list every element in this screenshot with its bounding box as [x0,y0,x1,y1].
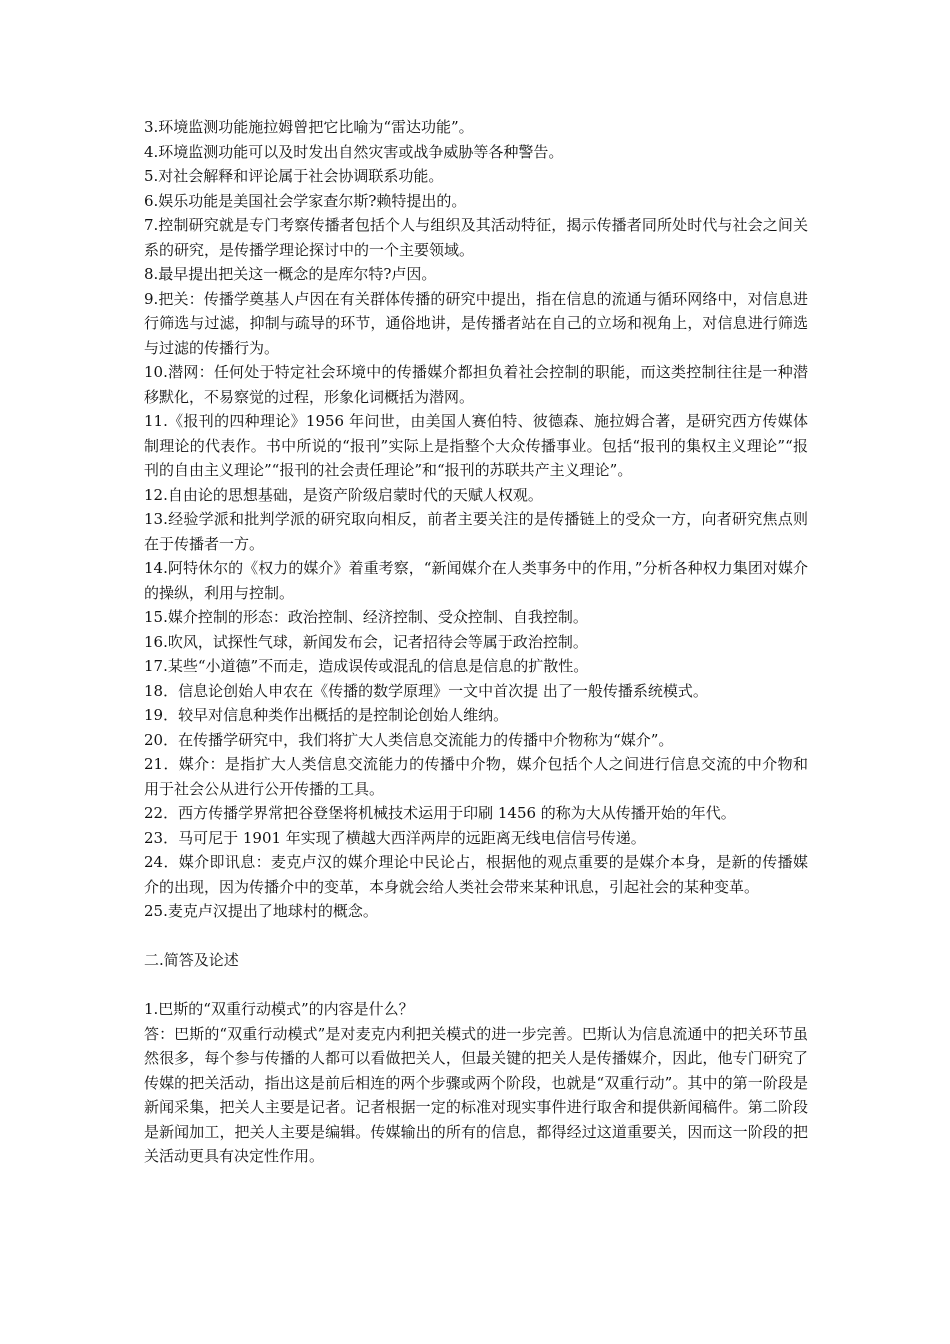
list-item: 7.控制研究就是专门考察传播者包括个人与组织及其活动特征，揭示传播者同所处时代与社会之间关系的研究，是传播学理论探讨中的一个主要领域。 [144,216,808,259]
list-item: 22．西方传播学界常把谷登堡将机械技术运用于印刷 1456 的称为大从传播开始的年代。 [144,804,736,822]
list-item: 20．在传播学研究中，我们将扩大人类信息交流能力的传播中介物称为“媒介”。 [144,730,674,749]
list-item: 19．较早对信息种类作出概括的是控制论创始人维纳。 [144,706,509,724]
question-text: 1.巴斯的“双重行动模式”的内容是什么？ [144,1000,414,1018]
list-item: 11.《报刊的四种理论》1956 年问世，由美国人赛伯特、彼德森、施拉姆合著，是研究西方传媒体制理论的代表作。书中所说的“报刊”实际上是指整个大众传播事业。包括“报刊的集权主义理论”“报刊的自由主义理论”“报刊的社会责任理论”和“报刊的苏联共产主义理论”。 [144,412,808,479]
list-item: 10.潜网：任何处于特定社会环境中的传播媒介都担负着社会控制的职能，而这类控制往往是一种潜移默化，不易察觉的过程，形象化词概括为潜网。 [144,363,808,406]
list-item: 21．媒介：是指扩大人类信息交流能力的传播中介物，媒介包括个人之间进行信息交流的中介物和用于社会公从进行公开传播的工具。 [144,755,808,798]
spacer [144,973,808,998]
spacer [144,924,808,949]
list-item: 23．马可尼于 1901 年实现了横越大西洋两岸的远距离无线电信信号传递。 [144,828,646,847]
list-item: 9.把关：传播学奠基人卢因在有关群体传播的研究中提出，指在信息的流通与循环网络中，对信息进行筛选与过滤，抑制与疏导的环节，通俗地讲，是传播者站在自己的立场和视角上，对信息进行筛选与过滤的传播行为。 [144,289,808,357]
list-item: 4.环境监测功能可以及时发出自然灾害或战争威胁等各种警告。 [144,142,564,161]
list-item: 16.吹风，试探性气球，新闻发布会，记者招待会等属于政治控制。 [144,632,588,651]
list-item: 6.娱乐功能是美国社会学家查尔斯?赖特提出的。 [144,191,467,210]
list-item: 12.自由论的思想基础，是资产阶级启蒙时代的天赋人权观。 [144,485,543,504]
list-item: 3.环境监测功能施拉姆曾把它比喻为“雷达功能”。 [144,118,474,136]
list-item: 25.麦克卢汉提出了地球村的概念。 [144,902,378,920]
answer-text: 答：巴斯的“双重行动模式”是对麦克内利把关模式的进一步完善。巴斯认为信息流通中的把关环节虽然很多，每个参与传播的人都可以看做把关人，但最关键的把关人是传播媒介，因此，他专门研究了传媒的把关活动，指出这是前后相连的两个步骤或两个阶段，也就是“双重行动”。其中的第一阶段是新闻采集，把关人主要是记者。记者根据一定的标准对现实事件进行取舍和提供新闻稿件。第二阶段是新闻加工，把关人主要是编辑。传媒输出的所有的信息，都得经过这道重要关，因而这一阶段的把关活动更具有决定性作用。 [144,1024,808,1165]
section-heading: 二.简答及论述 [144,951,239,969]
list-item: 14.阿特休尔的《权力的媒介》着重考察，“新闻媒介在人类事务中的作用，”分析各种权力集团对媒介的操纵，利用与控制。 [144,559,808,602]
list-item: 15.媒介控制的形态：政治控制、经济控制、受众控制、自我控制。 [144,608,588,626]
list-item: 13.经验学派和批判学派的研究取向相反，前者主要关注的是传播链上的受众一方，向者研究焦点则在于传播者一方。 [144,510,808,553]
document-body [144,115,808,1169]
list-item: 18．信息论创始人申农在《传播的数学原理》一文中首次提 出了一般传播系统模式。 [144,681,708,700]
list-item: 5.对社会解释和评论属于社会协调联系功能。 [144,167,444,185]
list-item: 8.最早提出把关这一概念的是库尔特?卢因。 [144,265,437,283]
list-item: 24．媒介即讯息：麦克卢汉的媒介理论中民论占，根据他的观点重要的是媒介本身，是新的传播媒介的出现，因为传播介中的变革，本身就会给人类社会带来某种讯息，引起社会的某种变革。 [144,853,808,896]
list-item: 17.某些“小道德”不而走，造成误传或混乱的信息是信息的扩散性。 [144,657,589,675]
